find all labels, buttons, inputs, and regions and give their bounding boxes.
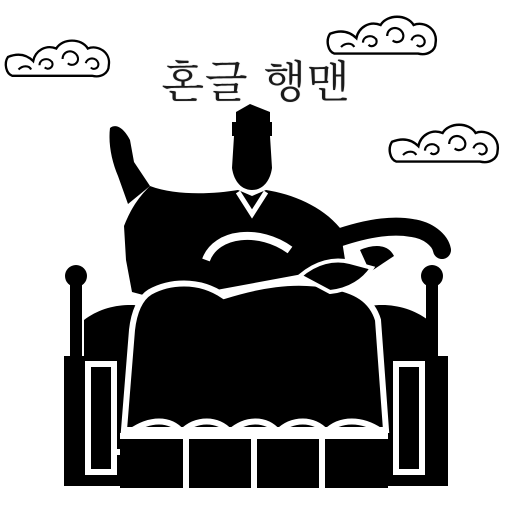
page-title: 혼글 행맨 [161, 57, 351, 108]
king-icon [109, 104, 442, 300]
cloud-icon [390, 125, 498, 162]
desk-icon [112, 283, 388, 488]
